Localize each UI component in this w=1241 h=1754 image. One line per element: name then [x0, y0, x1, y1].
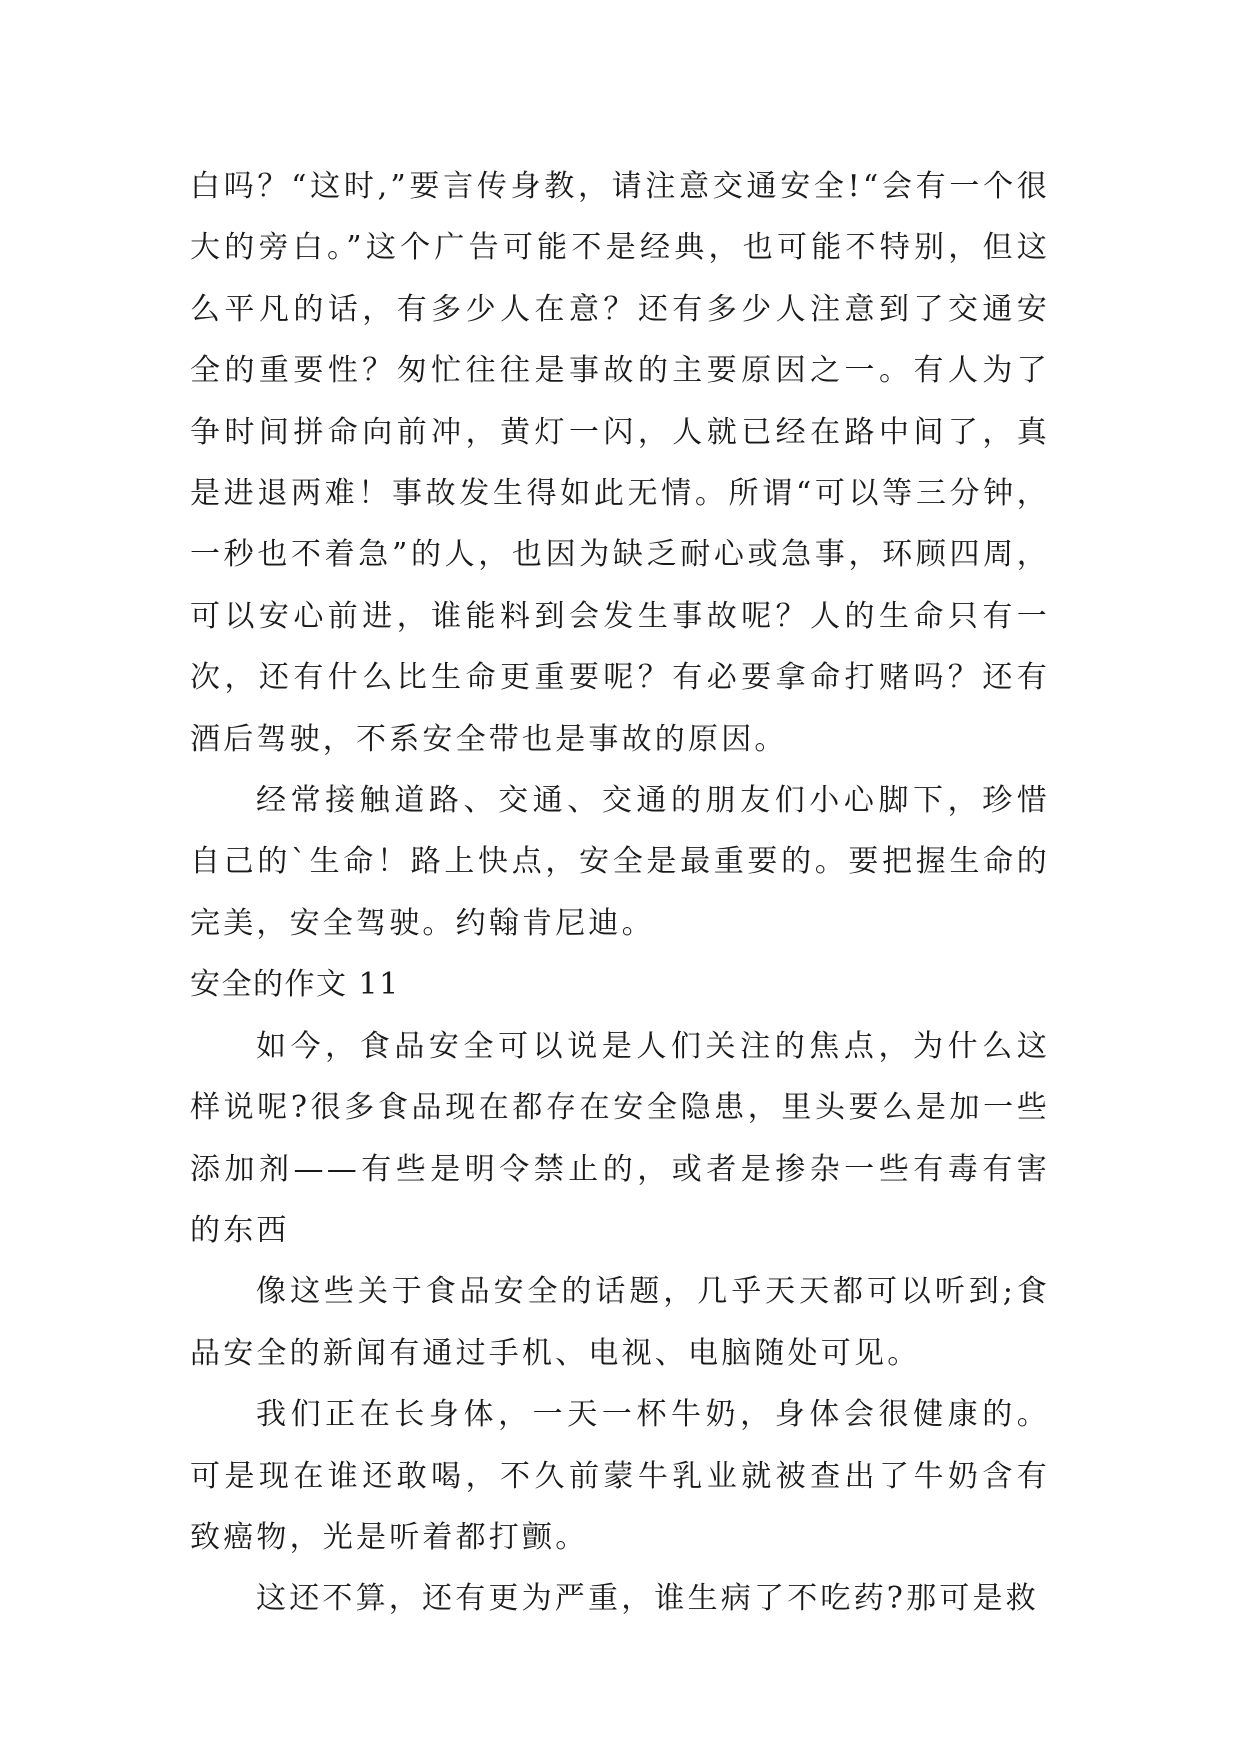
- body-paragraph-2: 经常接触道路、交通、交通的朋友们小心脚下，珍惜自己的`生命！路上快点，安全是最重要的。要把握生命的完美，安全驾驶。约翰肯尼迪。: [190, 783, 1050, 941]
- section-title: 安全的作文 11: [190, 967, 400, 1003]
- body-paragraph-4: 像这些关于食品安全的话题，几乎天天都可以听到;食品安全的新闻有通过手机、电视、电脑随处可见。: [190, 1274, 1050, 1371]
- body-paragraph-6: 这还不算，还有更为严重，谁生病了不吃药?那可是救: [256, 1581, 1039, 1617]
- document-body: [190, 156, 1050, 1630]
- body-paragraph-3: 如今，食品安全可以说是人们关注的焦点，为什么这样说呢?很多食品现在都存在安全隐患，里头要么是加一些添加剂——有些是明令禁止的，或者是掺杂一些有毒有害的东西: [190, 1028, 1050, 1248]
- body-paragraph-1: 白吗？“这时,”要言传身教，请注意交通安全!“会有一个很大的旁白。”这个广告可能不是经典，也可能不特别，但这么平凡的话，有多少人在意？还有多少人注意到了交通安全的重要性？匆忙往往是事故的主要原因之一。有人为了争时间拼命向前冲，黄灯一闪，人就已经在路中间了，真是进退两难！事故发生得如此无情。所谓“可以等三分钟，一秒也不着急”的人，也因为缺乏耐心或急事，环顾四周，可以安心前进，谁能料到会发生事故呢？人的生命只有一次，还有什么比生命更重要呢？有必要拿命打赌吗？还有酒后驾驶，不系安全带也是事故的原因。: [190, 169, 1050, 757]
- body-paragraph-5: 我们正在长身体，一天一杯牛奶，身体会很健康的。可是现在谁还敢喝，不久前蒙牛乳业就被查出了牛奶含有致癌物，光是听着都打颤。: [190, 1397, 1050, 1555]
